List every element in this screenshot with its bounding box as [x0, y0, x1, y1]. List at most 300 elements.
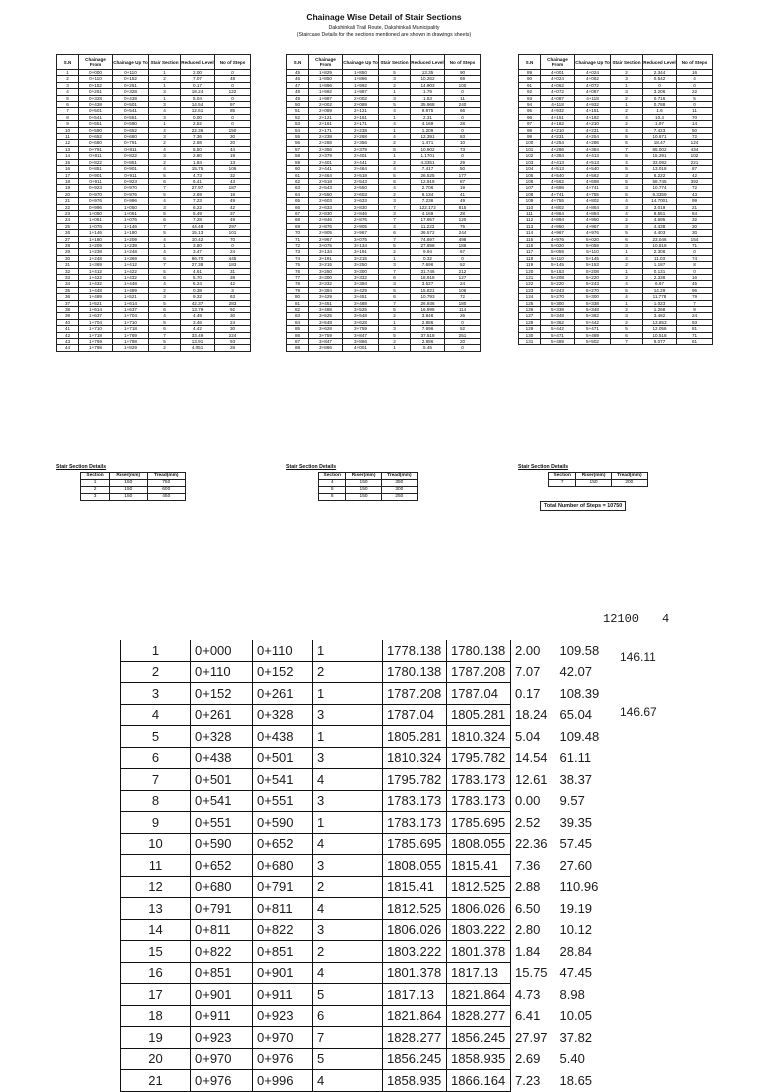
table-cell: 1+369 [113, 255, 149, 261]
table-body [57, 70, 251, 352]
table-cell: 4 [611, 281, 643, 287]
table-cell: 42 [215, 281, 251, 287]
handwritten-row [121, 769, 616, 791]
handwritten-cell: 7.36 [515, 857, 541, 873]
table-cell: 2+846 [309, 217, 343, 223]
handwritten-cell: 11 [121, 855, 191, 877]
table-row [81, 487, 186, 494]
table-cell: 31 [215, 268, 251, 274]
table-cell: 1+489 [113, 287, 149, 293]
table-cell: 125 [519, 300, 541, 306]
table-cell: 44 [57, 345, 79, 351]
table-cell: 4 [149, 108, 181, 114]
table-cell: 2+905 [343, 223, 379, 229]
handwritten-cell: 1783.173 [447, 769, 511, 791]
table-cell: 1+521 [79, 300, 113, 306]
table-cell: 7 [677, 300, 713, 306]
table-cell: 3+215 [309, 262, 343, 268]
table-cell: 7 [379, 204, 411, 210]
table-cell: 3+250 [309, 268, 343, 274]
header-stair-section: Stair Section [149, 55, 181, 70]
table-cell: 1.79 [411, 89, 445, 95]
table-cell: 0 [445, 153, 481, 159]
table-cell: 87 [445, 178, 481, 184]
table-row [57, 345, 251, 351]
table-cell: 3+451 [309, 300, 343, 306]
table-cell: 34 [57, 281, 79, 287]
table-cell: 1+798 [79, 345, 113, 351]
table-cell: 4.3351 [411, 159, 445, 165]
table-cell: 3 [57, 82, 79, 88]
table-cell: 4+286 [541, 146, 575, 152]
table-cell: 5 [611, 326, 643, 332]
table-cell: 5+270 [575, 287, 611, 293]
table-cell: 1 [611, 102, 643, 108]
table-cell: 0+261 [113, 82, 149, 88]
handwritten-row [121, 790, 616, 812]
table-cell: 0+923 [79, 185, 113, 191]
handwritten-cell: 3 [313, 919, 383, 941]
table-cell: 1+248 [113, 249, 149, 255]
handwritten-cell: 6 [121, 747, 191, 769]
table-cell: 0+911 [113, 172, 149, 178]
table-cell: 2 [149, 76, 181, 82]
table-cell: 59 [287, 159, 309, 165]
table-cell: 11 [677, 108, 713, 114]
table-cell: 2 [379, 313, 411, 319]
header-riser: Riser(mm) [110, 473, 147, 480]
handwritten-cell: 3 [313, 790, 383, 812]
handwritten-cell: 1795.782 [447, 747, 511, 769]
table-cell: 9.551 [643, 210, 677, 216]
table-header-row [519, 55, 713, 70]
table-cell: 116 [519, 242, 541, 248]
table-cell: 52 [445, 262, 481, 268]
table-cell: 5+270 [541, 294, 575, 300]
table-cell: 69 [445, 76, 481, 82]
table-cell: 71 [677, 332, 713, 338]
table-cell: 33.49 [181, 332, 215, 338]
handwritten-cell: 2.80 [515, 922, 541, 938]
table-cell: 1+521 [113, 294, 149, 300]
table-cell: 4+967 [575, 223, 611, 229]
table-cell: 0.542 [643, 76, 677, 82]
table-cell: 24 [57, 217, 79, 223]
table-cell: 6 [149, 275, 181, 281]
handwritten-cell: 1817.13 [383, 984, 447, 1006]
table-cell: 81 [287, 300, 309, 306]
handwritten-cell: 0+996 [253, 1070, 313, 1092]
table-cell: 3 [81, 494, 110, 501]
table-cell: 6 [149, 178, 181, 184]
table-cell: 9.94 [411, 249, 445, 255]
table-cell: 35.968 [411, 102, 445, 108]
table-cell: 5+059 [541, 249, 575, 255]
table-cell: 2+238 [343, 127, 379, 133]
table-row [287, 345, 481, 351]
table-cell: 86 [287, 332, 309, 338]
table-cell: 2.344 [643, 70, 677, 76]
table-cell: 4.169 [411, 210, 445, 216]
table-cell: 2+464 [343, 166, 379, 172]
table-cell: 10.902 [411, 146, 445, 152]
table-cell: 3.206 [643, 89, 677, 95]
table-cell: 122 [519, 281, 541, 287]
table-cell: 5+110 [541, 255, 575, 261]
table-cell: 4.73 [181, 172, 215, 178]
table-cell: 3 [379, 210, 411, 216]
table-cell: 1+369 [79, 262, 113, 268]
table-cell: 2+401 [343, 153, 379, 159]
table-cell: 28 [215, 345, 251, 351]
table-cell: 92 [215, 307, 251, 313]
table-cell: 110 [519, 204, 541, 210]
table-cell: 3+525 [343, 307, 379, 313]
table-cell: 498 [445, 236, 481, 242]
table-cell: 17 [57, 172, 79, 178]
table-cell: 1+422 [79, 275, 113, 281]
table-cell: 4+755 [541, 198, 575, 204]
table-cell: 1 [379, 255, 411, 261]
table-cell: 126 [519, 307, 541, 313]
table-cell: 1 [379, 153, 411, 159]
table-cell: 21 [677, 204, 713, 210]
table-cell: 45 [287, 70, 309, 76]
table-cell: 87 [677, 166, 713, 172]
table-cell: 1+050 [79, 210, 113, 216]
header-stair-section: Stair Section [611, 55, 643, 70]
handwritten-cell: 4 [313, 962, 383, 984]
handwritten-cell: 1821.864 [447, 984, 511, 1006]
table-cell: 4+950 [575, 217, 611, 223]
handwritten-cell: 0+261 [191, 704, 253, 726]
table-cell: 129 [519, 326, 541, 332]
table-cell: 114 [519, 230, 541, 236]
table-cell: 104 [519, 166, 541, 172]
table-cell: 115 [519, 236, 541, 242]
table-cell: 4+413 [575, 153, 611, 159]
handwritten-cell: 7 [313, 1027, 383, 1049]
table-cell: 1+637 [79, 313, 113, 319]
table-cell: 5 [149, 268, 181, 274]
table-cell: 7.23 [181, 198, 215, 204]
table-cell: 93 [677, 319, 713, 325]
table-cell: 1.268 [643, 307, 677, 313]
handwritten-cell: 0+438 [253, 726, 313, 748]
table-cell: 3+300 [309, 275, 343, 281]
table-cell: 111 [519, 210, 541, 216]
table-cell: 4 [611, 294, 643, 300]
table-cell: 19 [215, 153, 251, 159]
table-cell: 1+489 [79, 294, 113, 300]
handwritten-cell: 0+551 [253, 790, 313, 812]
table-cell: 4+562 [575, 172, 611, 178]
table-cell: 1+798 [113, 339, 149, 345]
table-cell: 1 [57, 70, 79, 76]
table-cell: 0+976 [79, 198, 113, 204]
table-cell: 3 [379, 198, 411, 204]
table-cell: 95 [519, 108, 541, 114]
table-cell: 5+059 [575, 242, 611, 248]
table-cell: 8 [677, 262, 713, 268]
table-cell: 41 [57, 326, 79, 332]
handwritten-cell: 1806.026 [447, 898, 511, 920]
stair-details-title-1: Stair Section Details [56, 464, 107, 470]
table-cell: 4+932 [575, 102, 611, 108]
table-cell: 5+348 [575, 307, 611, 313]
table-cell: 2+876 [343, 217, 379, 223]
table-cell: 6.50 [181, 146, 215, 152]
table-cell: 4 [149, 313, 181, 319]
table-cell: 63 [215, 294, 251, 300]
header-chainage-from: Chainage From [541, 55, 575, 70]
table-cell: 2 [81, 487, 110, 494]
handwritten-cell: 0+590 [253, 812, 313, 834]
table-cell: 69 [287, 223, 309, 229]
table-cell: 1.53 [411, 95, 445, 101]
table-cell: 0+970 [113, 185, 149, 191]
handwritten-cell: 1817.13 [447, 962, 511, 984]
table-cell: 2+550 [343, 185, 379, 191]
handwritten-cell: 5 [313, 984, 383, 1006]
table-cell: 12.056 [643, 326, 677, 332]
table-cell: 5 [611, 153, 643, 159]
handwritten-row [121, 855, 616, 877]
table-cell: 4 [611, 198, 643, 204]
table-cell: 10 [445, 140, 481, 146]
table-cell: 0+152 [113, 76, 149, 82]
table-cell: 4+698 [575, 178, 611, 184]
table-cell: 3+759 [343, 326, 379, 332]
table-cell: 20 [215, 140, 251, 146]
table-cell: 92 [519, 89, 541, 95]
table-cell: 0 [445, 255, 481, 261]
table-cell: 6 [611, 140, 643, 146]
table-cell: 4 [149, 236, 181, 242]
table-cell: 212 [445, 268, 481, 274]
handwritten-cell: 9 [121, 812, 191, 834]
handwritten-cell: 0+652 [253, 833, 313, 855]
table-cell: 70 [215, 236, 251, 242]
table-cell: 2+830 [309, 210, 343, 216]
table-cell: 5+502 [575, 339, 611, 345]
table-cell: 3 [611, 185, 643, 191]
table-cell: 43 [57, 339, 79, 345]
table-cell: 1 [611, 300, 643, 306]
table-cell: 72 [677, 185, 713, 191]
table-cell: 11 [445, 95, 481, 101]
handwritten-cell: 1805.281 [447, 704, 511, 726]
handwritten-cell: 0+851 [253, 941, 313, 963]
table-cell: 74.697 [411, 236, 445, 242]
table-cell: 2+543 [309, 185, 343, 191]
table-cell: 4+562 [541, 178, 575, 184]
table-cell: 83 [287, 313, 309, 319]
handwritten-cell: 2 [313, 661, 383, 683]
table-cell: 3 [379, 326, 411, 332]
table-cell: 4+001 [343, 345, 379, 351]
header-chainage-upto: Chainage Up To [113, 55, 149, 70]
table-cell: 5 [379, 70, 411, 76]
table-cell: 10.4 [643, 114, 677, 120]
table-cell: 2+603 [309, 198, 343, 204]
handwritten-cell: 0+901 [253, 962, 313, 984]
table-cell: 5+338 [575, 300, 611, 306]
table-cell: 2+603 [343, 191, 379, 197]
table-cell: 5+208 [541, 275, 575, 281]
table-cell: 0.17 [181, 82, 215, 88]
table-cell: 4+513 [575, 159, 611, 165]
table-cell: 120 [445, 217, 481, 223]
handwritten-cell: 1810.324 [447, 726, 511, 748]
header-section: Section [81, 473, 110, 480]
table-cell: 32 [215, 172, 251, 178]
table-cell: 48 [215, 76, 251, 82]
table-cell: 2+161 [343, 114, 379, 120]
table-cell: 5.70 [181, 275, 215, 281]
table-cell: 5+471 [541, 332, 575, 338]
table-cell: 1+850 [343, 70, 379, 76]
table-cell: 3 [379, 281, 411, 287]
table-cell: 2 [57, 76, 79, 82]
table-cell: 4 [677, 76, 713, 82]
handwritten-cell: 9.57 [559, 793, 585, 809]
table-cell: 2+002 [309, 102, 343, 108]
handwritten-top-value-2: 4 [662, 612, 670, 626]
table-cell: 0+501 [79, 108, 113, 114]
table-cell: 5+489 [575, 332, 611, 338]
table-cell: 7 [57, 108, 79, 114]
table-cell: 123 [519, 287, 541, 293]
table-cell: 5 [677, 95, 713, 101]
table-cell: 5 [379, 146, 411, 152]
table-cell: 2+356 [343, 140, 379, 146]
table-cell: 150 [110, 487, 147, 494]
table-cell: 0+261 [79, 89, 113, 95]
table-cell: 127 [445, 275, 481, 281]
handwritten-row [121, 812, 616, 834]
handwritten-cell: 18.24 [515, 707, 548, 723]
table-cell: 7 [149, 185, 181, 191]
table-cell: 13.853 [643, 319, 677, 325]
table-cell: 7 [549, 480, 576, 487]
table-cell: 3+488 [309, 307, 343, 313]
table-cell: 2+121 [343, 108, 379, 114]
table-cell: 0+152 [79, 82, 113, 88]
handwritten-cell: 27.60 [559, 857, 593, 873]
table-cell: 51 [287, 108, 309, 114]
handwritten-cell: 15.75 [515, 965, 548, 981]
table-cell: 300 [381, 487, 417, 494]
handwritten-cell: 1812.525 [383, 898, 447, 920]
table-cell: 68 [287, 217, 309, 223]
table-cell: 105 [519, 172, 541, 178]
handwritten-body [121, 640, 616, 1091]
table-cell: 1+992 [309, 89, 343, 95]
handwritten-row [121, 640, 616, 661]
handwritten-cell: 4 [313, 833, 383, 855]
table-cell: 50 [287, 102, 309, 108]
table-cell: 2 [149, 159, 181, 165]
table-cell: 4+864 [541, 210, 575, 216]
handwritten-cell: 0+822 [191, 941, 253, 963]
handwritten-cell: 39.35 [559, 814, 593, 830]
table-cell: 6 [379, 230, 411, 236]
table-cell: 16 [677, 275, 713, 281]
handwritten-cell: 0+261 [253, 683, 313, 705]
table-cell: 0 [215, 114, 251, 120]
header-chainage-from: Chainage From [309, 55, 343, 70]
table-cell: 3+250 [343, 262, 379, 268]
handwritten-cell: 1805.281 [383, 726, 447, 748]
table-cell: 10.518 [643, 242, 677, 248]
table-cell: 6 [379, 275, 411, 281]
handwritten-cell: 0+152 [253, 661, 313, 683]
table-cell: 87 [287, 339, 309, 345]
table-cell: 3 [149, 153, 181, 159]
table-cell: 67 [445, 249, 481, 255]
table-cell: 12.391 [411, 134, 445, 140]
table-cell: 0+851 [113, 159, 149, 165]
table-cell: 15.291 [643, 153, 677, 159]
table-cell: 121 [519, 275, 541, 281]
table-cell: 2+518 [343, 172, 379, 178]
table-cell: 76 [287, 268, 309, 274]
stair-header-row [549, 473, 648, 480]
header-section: Section [319, 473, 346, 480]
handwritten-cell: 18.65 [559, 1072, 593, 1088]
table-cell: 37 [57, 300, 79, 306]
table-cell: 101 [519, 146, 541, 152]
table-cell: 53 [287, 121, 309, 127]
table-cell: 0 [677, 102, 713, 108]
table-cell: 3+628 [343, 319, 379, 325]
table-cell: 1.1701 [411, 153, 445, 159]
table-cell: 2+967 [343, 230, 379, 236]
table-cell: 10.518 [643, 332, 677, 338]
table-cell: 3 [149, 114, 181, 120]
table-cell: 20 [445, 339, 481, 345]
table-cell: 24 [445, 281, 481, 287]
table-cell: 2 [379, 339, 411, 345]
table-cell: 180 [445, 300, 481, 306]
handwritten-cell: 1 [313, 726, 383, 748]
handwritten-cell: 108.39 [559, 685, 600, 701]
handwritten-cell: 1866.164 [447, 1070, 511, 1092]
table-cell: 15.821 [411, 287, 445, 293]
table-cell: 14.54 [181, 102, 215, 108]
table-cell: 3+332 [343, 275, 379, 281]
table-cell: 5 [149, 191, 181, 197]
table-cell: 3+451 [343, 294, 379, 300]
table-cell: 1+248 [79, 255, 113, 261]
table-cell: 0+652 [79, 134, 113, 140]
table-cell: 70 [677, 114, 713, 120]
handwritten-cell: 8 [121, 790, 191, 812]
table-cell: 5 [379, 242, 411, 248]
table-cell: 2+633 [343, 198, 379, 204]
table-cell: 42 [215, 204, 251, 210]
table-cell: 112 [519, 217, 541, 223]
table-cell: 4+001 [541, 70, 575, 76]
table-cell: 0+551 [113, 114, 149, 120]
table-cell: 11.03 [643, 255, 677, 261]
table-cell: 83 [445, 134, 481, 140]
table-cell: 1.023 [643, 300, 677, 306]
table-cell: 30 [215, 134, 251, 140]
handwritten-cell: 8.98 [559, 986, 585, 1002]
table-header-row [287, 55, 481, 70]
